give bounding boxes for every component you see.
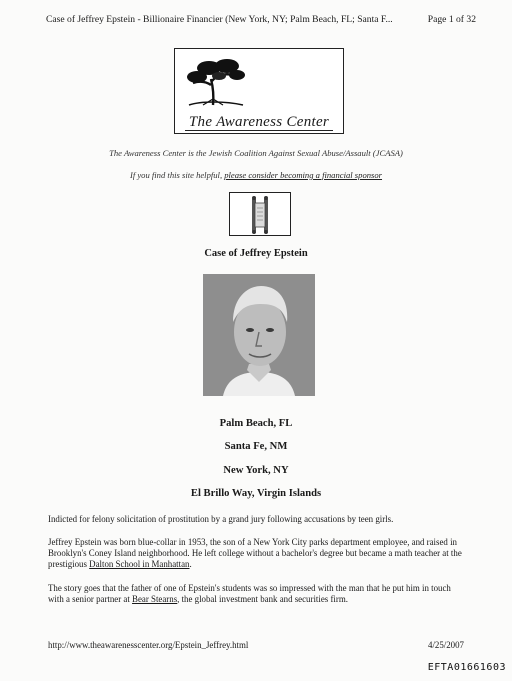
person-portrait-icon [203,274,315,396]
portrait-photo [203,274,315,396]
sponsor-prefix: If you find this site helpful, [129,170,225,180]
header-title: Case of Jeffrey Epstein - Billionaire Financier (New York, NY; Palm Beach, FL; Santa F... [46,14,393,25]
organization-tagline: The Awareness Center is the Jewish Coalition Against Sexual Abuse/Assault (JCASA) [109,148,403,158]
paragraph-bear-stearns: The story goes that the father of one of Epstein's students was so impressed with the man that he put him in touch with a senior partner at Bear Stearns, the global investment bank and securities firm. [48,583,451,605]
torah-scroll-image [229,192,291,236]
sponsor-line [20,170,492,180]
location-palm-beach: Palm Beach, FL [219,418,293,429]
paragraph-background: Jeffrey Epstein was born blue-collar in 1953, the son of a New York City parks department employee, and raised in Brooklyn's Coney Island neighborhood. He left college without a bachelor's degree but became a math teacher at the prestigious Dalton School in Manhattan. [48,537,462,570]
location-new-york: New York, NY [223,465,289,476]
footer-date: 4/25/2007 [428,640,464,650]
location-virgin-islands: El Brillo Way, Virgin Islands [190,488,322,499]
awareness-center-logo [174,48,344,134]
torah-scroll-icon [230,193,290,235]
print-header [46,14,476,25]
location-santa-fe: Santa Fe, NM [224,441,288,452]
sponsor-link[interactable]: please consider becoming a financial sponsor [224,170,383,180]
footer-url: http://www.theawarenesscenter.org/Epstein_Jeffrey.html [48,640,249,650]
case-title: Case of Jeffrey Epstein [204,248,308,259]
logo-wordmark: The Awareness Center [175,114,343,131]
bates-number: EFTA01661603 [427,662,506,673]
page-number: Page 1 of 32 [427,14,476,25]
bear-stearns-link[interactable]: Bear Stearns [132,594,178,605]
tree-icon [183,55,247,107]
dalton-school-link[interactable]: Dalton School in Manhattan [89,559,190,570]
paragraph-indictment: Indicted for felony solicitation of prostitution by a grand jury following accusations by teen girls. [48,514,394,524]
